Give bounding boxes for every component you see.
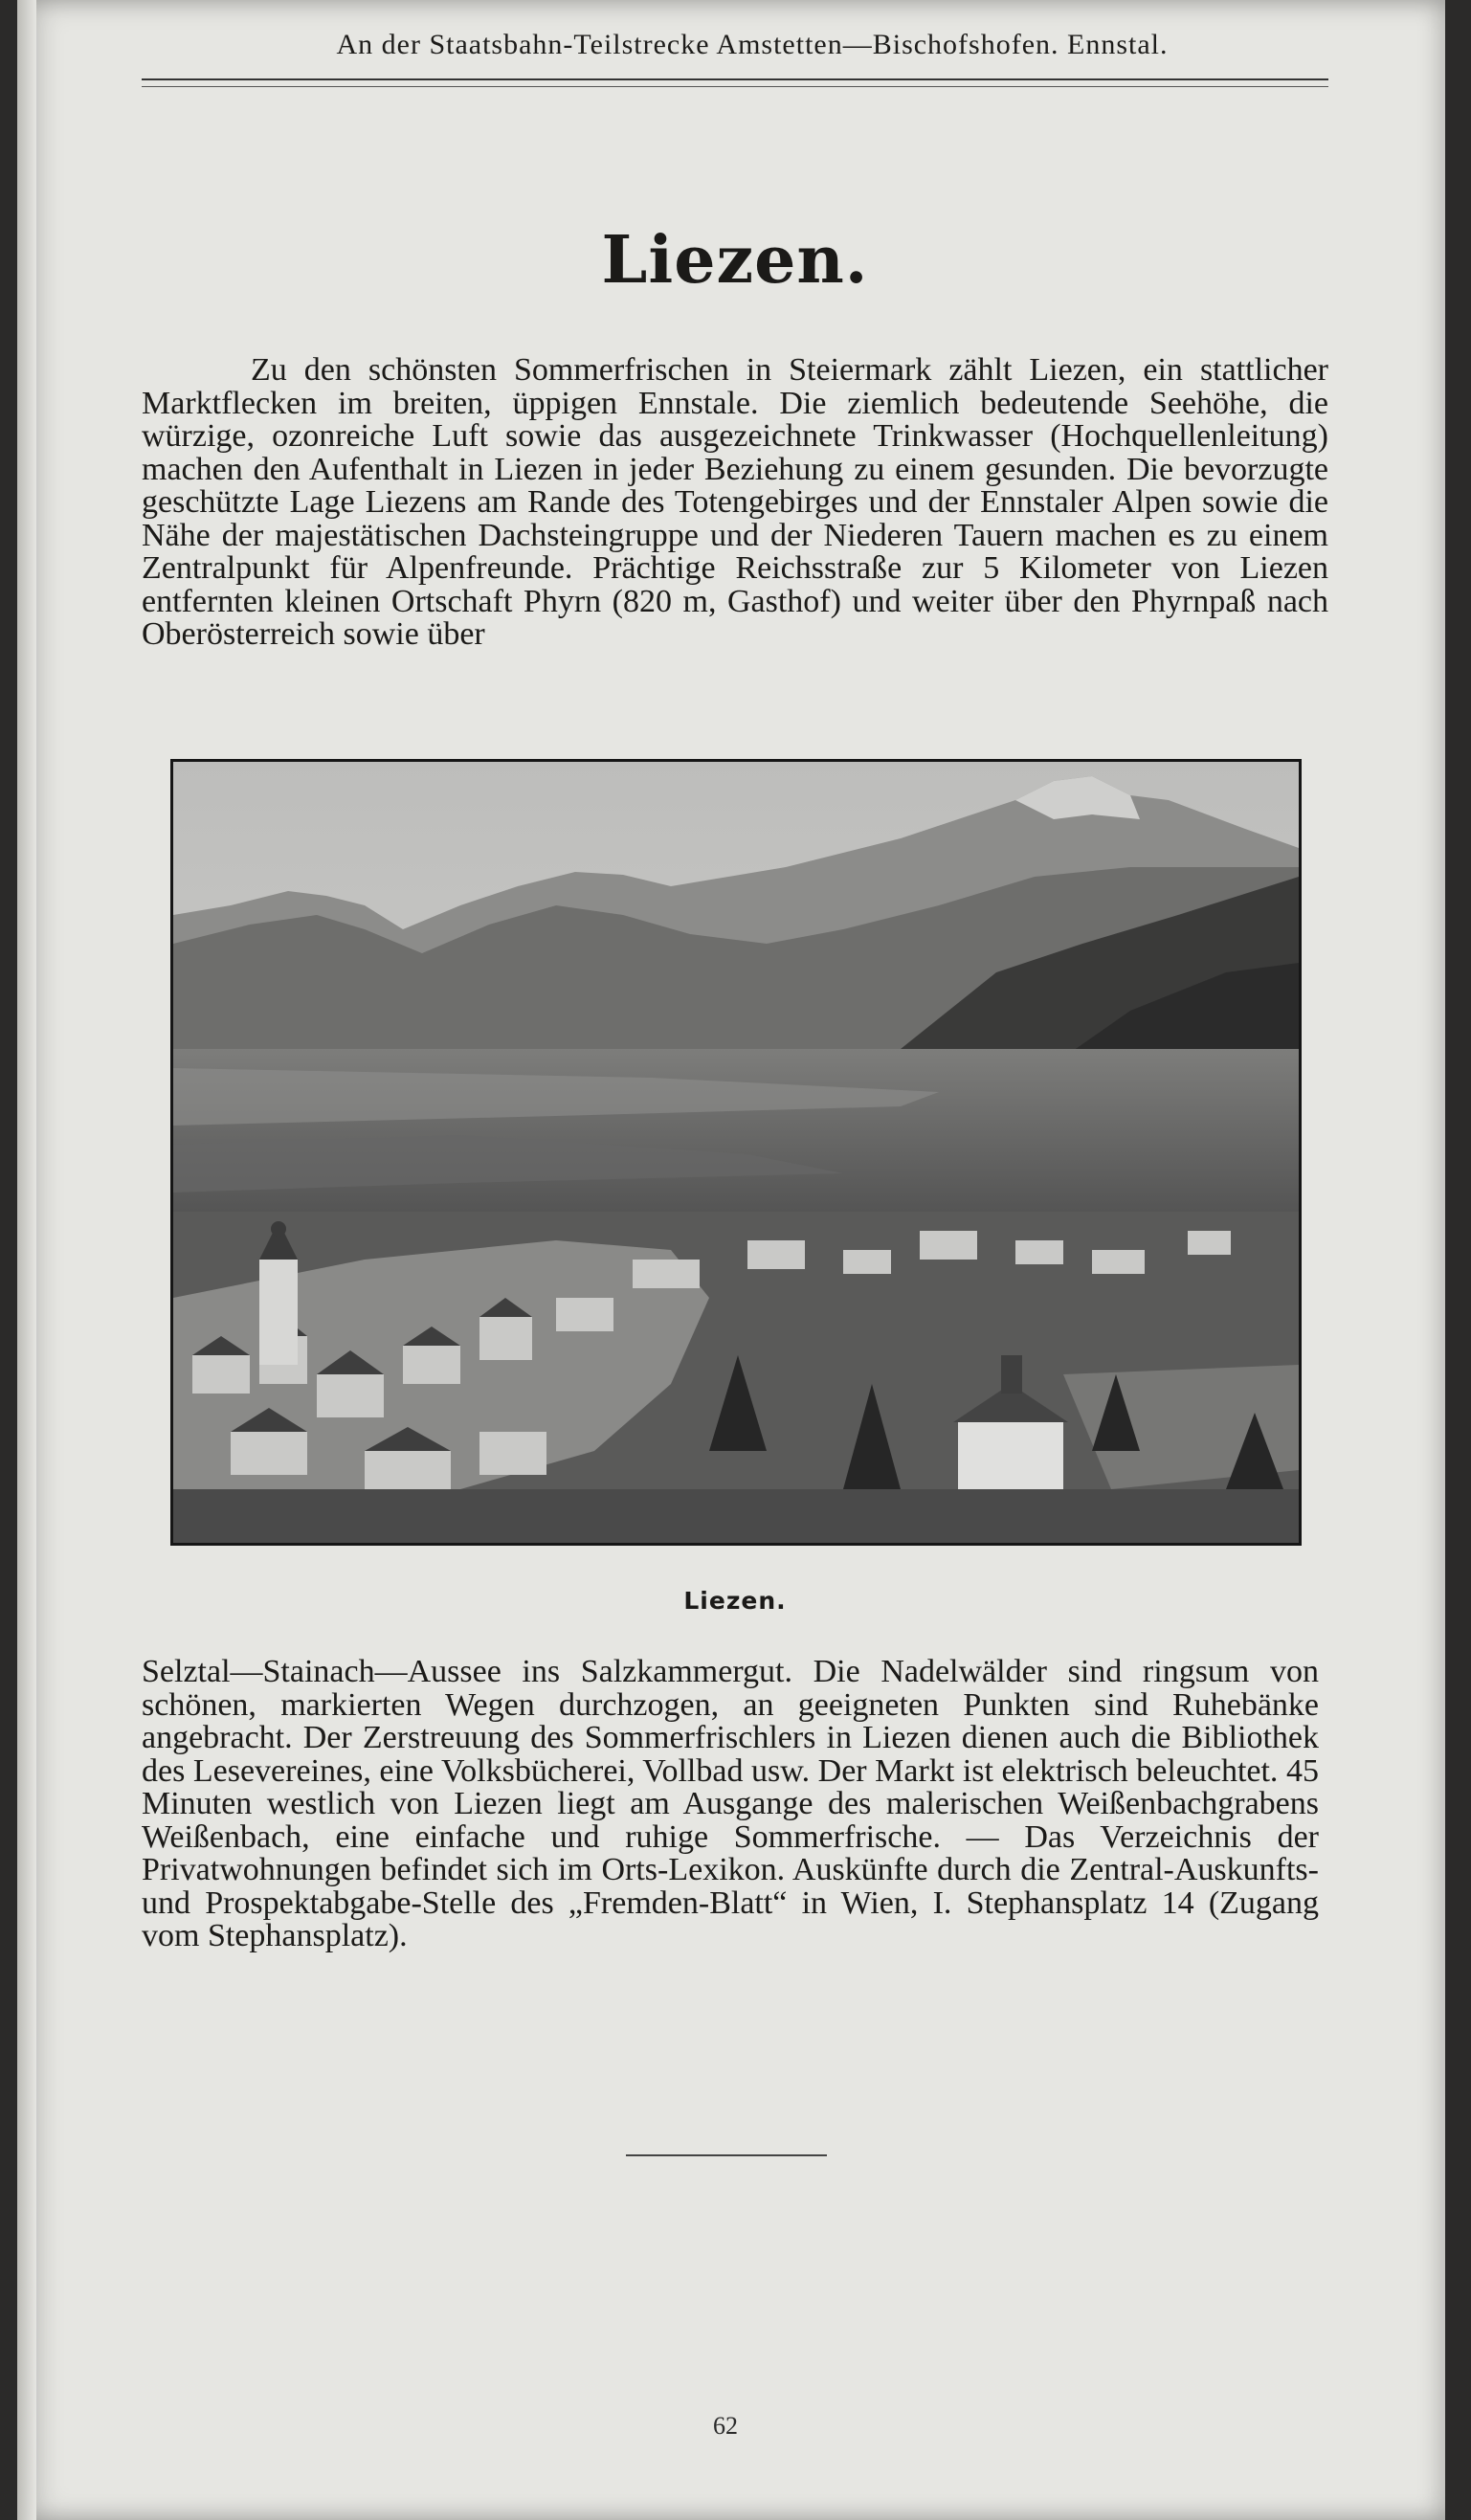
page-title: Liezen. — [601, 222, 869, 299]
running-head: An der Staatsbahn-Teilstrecke Amstetten—Bischofshofen. Ennstal. — [336, 29, 1169, 60]
page-number: 62 — [713, 2412, 738, 2440]
header-rule — [142, 78, 1328, 87]
paragraph-continued: Selztal—Stainach—Aussee ins Salzkammergut. Die Nadelwälder sind ringsum von schönen, markierten Wegen durchzogen, an geeigneten Punkten sind Ruhebänke angebracht. Der Zerstreuung des Sommerfrischlers in Liezen dienen auch die Bibliothek des Lesevereines, eine Volksbücherei, Vollbad usw. Der Markt ist elektrisch beleuchtet. 45 Minuten westlich von Liezen liegt am Ausgange des malerischen Weißenbachgrabens Weißenbach, eine einfache und ruhige Sommerfrische. — Das Verzeichnis der Privatwohnungen befindet sich im Orts-Lexikon. Auskünfte durch die Zentral-Auskunfts- und Prospektabgabe-Stelle des „Fremden-Blatt“ in Wien, I. Stephansplatz 14 (Zugang vom Stephansplatz). — [142, 1654, 1319, 1953]
paragraph-intro: Zu den schönsten Sommerfrischen in Steiermark zählt Liezen, ein stattlicher Marktflecken im breiten, üppigen Ennstale. Die ziemlich bedeutende Seehöhe, die würzige, ozonreiche Luft sowie das ausgezeichnete Trinkwasser (Hochquellenleitung) machen den Aufenthalt in Liezen in jeder Beziehung zu einem gesunden. Die bevorzugte geschützte Lage Liezens am Rande des Totengebirges und der Ennstaler Alpen sowie die Nähe der majestätischen Dachsteingruppe und der Niederen Tauern machen es zu einem Zentralpunkt für Alpenfreunde. Prächtige Reichsstraße zur 5 Kilometer von Liezen entfernten kleinen Ortschaft Phyrn (820 m, Gasthof) und weiter über den Phyrnpaß nach Oberösterreich sowie über — [142, 352, 1328, 652]
section-end-rule — [626, 2154, 827, 2156]
landscape-photo — [170, 759, 1302, 1546]
document-page — [17, 0, 1445, 2520]
photo-caption: Liezen. — [683, 1587, 787, 1615]
page-binding-shadow — [17, 0, 36, 2520]
